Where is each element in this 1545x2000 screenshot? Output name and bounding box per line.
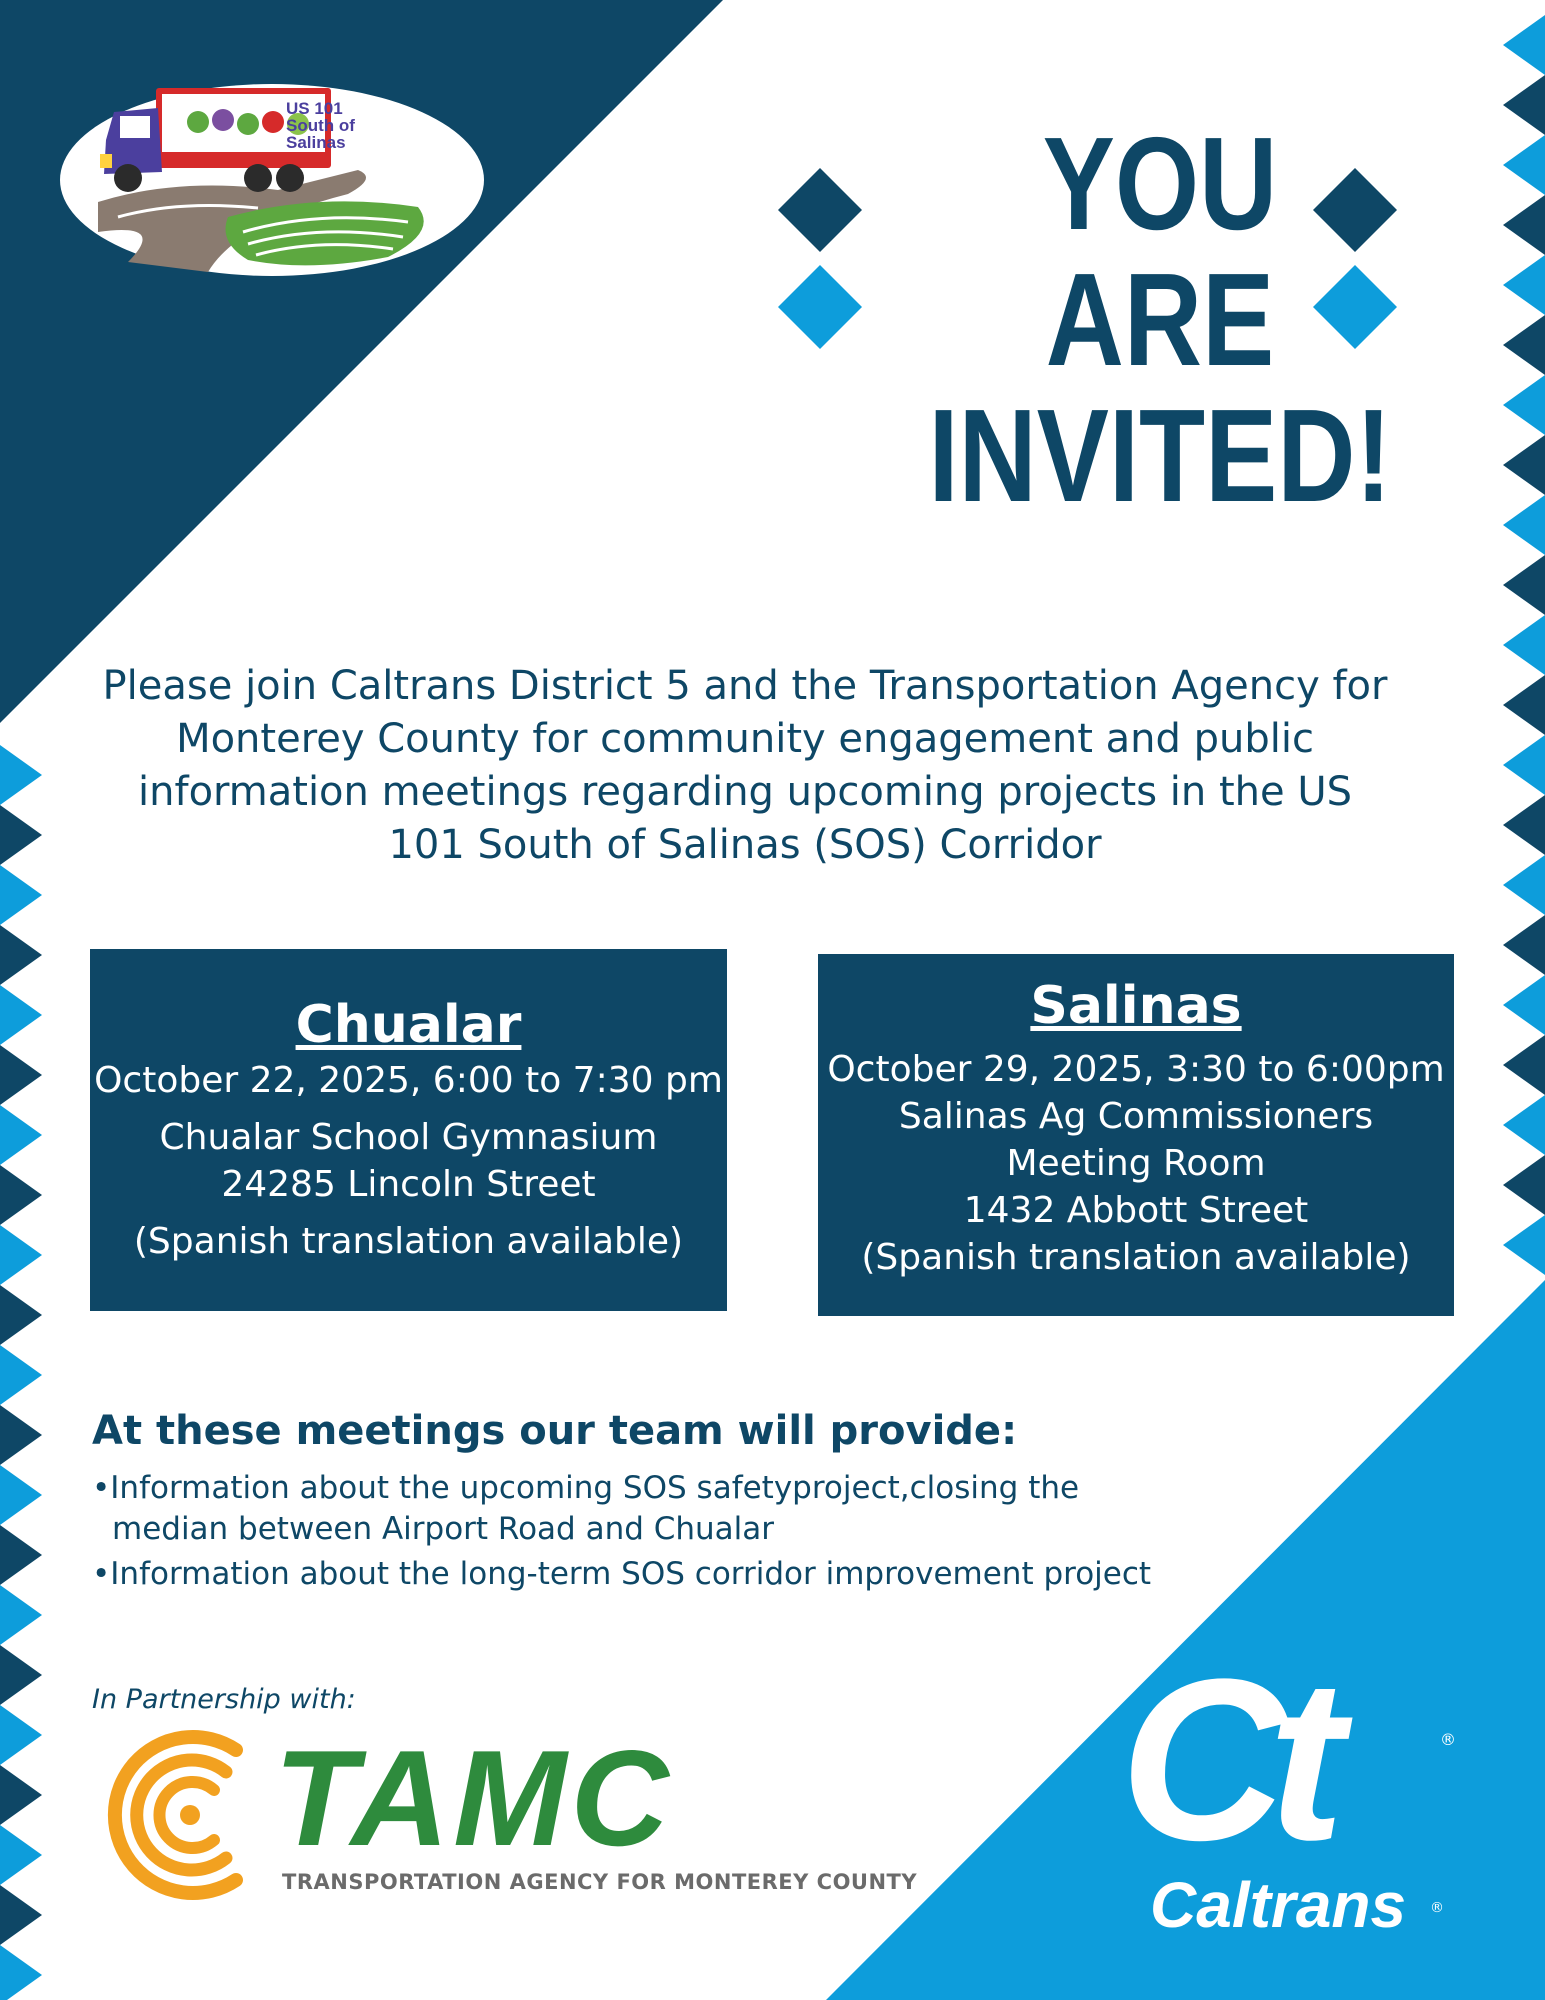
meeting-translation-note: (Spanish translation available) bbox=[861, 1237, 1411, 1278]
zigzag-triangle bbox=[1503, 135, 1545, 195]
zigzag-triangle bbox=[1503, 1215, 1545, 1275]
headline-you: YOU bbox=[1042, 110, 1278, 257]
caltrans-logo bbox=[1100, 1631, 1500, 1960]
zigzag-triangle bbox=[1503, 15, 1545, 75]
meeting-city: Salinas bbox=[1030, 976, 1242, 1036]
zigzag-triangle bbox=[1503, 1035, 1545, 1095]
zigzag-triangle bbox=[0, 925, 42, 985]
intro-text: Please join Caltrans District 5 and the Transportation Agency for Monterey County for community engagement and public information meetings regarding upcoming projects in the US 101 South of Salinas (SOS) Corridor bbox=[102, 663, 1388, 868]
zigzag-triangle bbox=[0, 1525, 42, 1585]
meeting-address: 1432 Abbott Street bbox=[963, 1190, 1309, 1231]
logo-line: US 101 bbox=[286, 99, 343, 118]
list-item: •Information about the long-term SOS corridor improvement project bbox=[92, 1556, 1152, 1592]
zigzag-triangle bbox=[1503, 975, 1545, 1035]
sos-logo bbox=[58, 82, 486, 278]
zigzag-triangle bbox=[1503, 915, 1545, 975]
tamc-full-name: TRANSPORTATION AGENCY FOR MONTEREY COUNTY bbox=[282, 1870, 918, 1894]
zigzag-triangle bbox=[0, 1885, 42, 1945]
zigzag-triangle bbox=[0, 865, 42, 925]
zigzag-triangle bbox=[1503, 315, 1545, 375]
provide-heading: At these meetings our team will provide: bbox=[92, 1408, 1018, 1454]
logo-line: South of bbox=[286, 116, 355, 135]
zigzag-triangle bbox=[1503, 675, 1545, 735]
zigzag-triangle bbox=[0, 1645, 42, 1705]
zigzag-triangle bbox=[1503, 495, 1545, 555]
zigzag-triangle bbox=[1503, 255, 1545, 315]
list-item: •Information about the upcoming SOS safetyproject,closing the median between Airport Road and Chualar bbox=[92, 1470, 1080, 1547]
zigzag-triangle bbox=[0, 1765, 42, 1825]
zigzag-triangle bbox=[1503, 195, 1545, 255]
provide-list bbox=[92, 1468, 1242, 1595]
zigzag-triangle bbox=[1503, 795, 1545, 855]
zigzag-triangle bbox=[1503, 855, 1545, 915]
zigzag-triangle bbox=[0, 1045, 42, 1105]
tamc-name: TAMC bbox=[274, 1722, 673, 1874]
zigzag-triangle bbox=[0, 1105, 42, 1165]
zigzag-triangle bbox=[1503, 75, 1545, 135]
zigzag-triangle bbox=[0, 1585, 42, 1645]
zigzag-triangle bbox=[0, 1345, 42, 1405]
zigzag-triangle bbox=[0, 1285, 42, 1345]
logo-line: Salinas bbox=[286, 133, 346, 152]
meeting-box-chualar bbox=[90, 949, 727, 1311]
meeting-city: Chualar bbox=[295, 995, 522, 1055]
meeting-venue: Salinas Ag Commissioners bbox=[898, 1096, 1374, 1137]
partnership-label: In Partnership with: bbox=[92, 1684, 356, 1715]
zigzag-triangle bbox=[0, 985, 42, 1045]
zigzag-triangle bbox=[1503, 435, 1545, 495]
zigzag-triangle bbox=[0, 1465, 42, 1525]
zigzag-triangle bbox=[0, 1945, 42, 2000]
registered-mark: ® bbox=[1430, 1900, 1444, 1916]
zigzag-triangle bbox=[0, 1165, 42, 1225]
meeting-datetime: October 29, 2025, 3:30 to 6:00pm bbox=[827, 1049, 1445, 1090]
zigzag-triangle bbox=[1503, 735, 1545, 795]
meeting-address: 24285 Lincoln Street bbox=[221, 1164, 596, 1205]
zigzag-triangle bbox=[1503, 1095, 1545, 1155]
registered-mark: ® bbox=[1440, 1730, 1456, 1749]
zigzag-triangle bbox=[0, 745, 42, 805]
zigzag-triangle bbox=[0, 1705, 42, 1765]
zigzag-triangle bbox=[1503, 615, 1545, 675]
zigzag-triangle bbox=[1503, 1155, 1545, 1215]
meeting-venue-room: Meeting Room bbox=[1006, 1143, 1266, 1184]
headline-invited: INVITED! bbox=[928, 382, 1392, 529]
meeting-box-salinas bbox=[818, 954, 1454, 1316]
meeting-datetime: October 22, 2025, 6:00 to 7:30 pm bbox=[94, 1060, 723, 1101]
caltrans-wordmark: Caltrans bbox=[1150, 1869, 1407, 1941]
meeting-venue: Chualar School Gymnasium bbox=[159, 1117, 658, 1158]
zigzag-triangle bbox=[0, 1825, 42, 1885]
zigzag-triangle bbox=[1503, 555, 1545, 615]
caltrans-mark: Ct bbox=[1120, 1631, 1327, 1888]
headline-are: ARE bbox=[1045, 246, 1275, 393]
zigzag-triangle bbox=[0, 1225, 42, 1285]
meeting-translation-note: (Spanish translation available) bbox=[133, 1221, 684, 1262]
zigzag-triangle bbox=[1503, 375, 1545, 435]
zigzag-triangle bbox=[0, 805, 42, 865]
zigzag-triangle bbox=[0, 1405, 42, 1465]
